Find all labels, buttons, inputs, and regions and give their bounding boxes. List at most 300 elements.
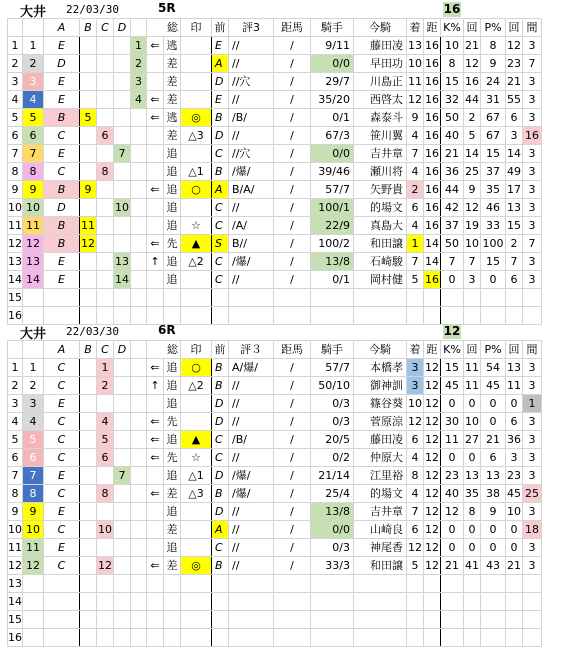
rank-a: E — [44, 37, 80, 55]
column-header: B — [80, 19, 97, 37]
rank-b — [80, 199, 97, 217]
rank-x — [131, 127, 147, 145]
dist-cell: 16 — [424, 73, 441, 91]
kyoba-cell: / — [274, 521, 311, 539]
ppct-cell: 24 — [481, 73, 506, 91]
rank-a: C — [44, 127, 80, 145]
rank-c — [97, 253, 114, 271]
mark-cell — [181, 539, 212, 557]
rank-a: B — [44, 235, 80, 253]
rank-d — [114, 377, 131, 395]
table-row[interactable] — [8, 575, 542, 593]
interval-cell: 7 — [523, 55, 542, 73]
arrow-icon — [147, 593, 164, 611]
table-row[interactable] — [8, 271, 542, 289]
gate-number: 4 — [8, 413, 23, 431]
rank-x — [131, 467, 147, 485]
horse-number: 7 — [23, 145, 44, 163]
hyo3-cell: // — [229, 199, 274, 217]
kishu-cell: 0/0 — [311, 55, 354, 73]
jockey-name: 神尾香 — [354, 539, 407, 557]
table-row[interactable] — [8, 145, 542, 163]
style-cell: 追 — [164, 503, 181, 521]
jockey-name: 和田譲 — [354, 235, 407, 253]
kpct-cell: 8 — [441, 55, 464, 73]
table-row[interactable] — [8, 521, 542, 539]
hyo3-cell: // — [229, 503, 274, 521]
ppct-cell: 54 — [481, 359, 506, 377]
rank-b — [80, 485, 97, 503]
arrow-icon — [147, 73, 164, 91]
arrow-icon — [147, 395, 164, 413]
mark-cell: △2 — [181, 377, 212, 395]
rank-x — [131, 289, 147, 307]
kpct-cell: 30 — [441, 413, 464, 431]
style-cell: 差 — [164, 521, 181, 539]
column-header: 間 — [523, 341, 542, 359]
style-cell: 追 — [164, 163, 181, 181]
hyo3-cell — [229, 593, 274, 611]
mae-cell: C — [212, 449, 229, 467]
mae-cell: C — [212, 253, 229, 271]
rank-a: C — [44, 359, 80, 377]
mark-cell — [181, 611, 212, 629]
table-row[interactable] — [8, 467, 542, 485]
ppct-cell — [481, 593, 506, 611]
hyo3-cell: // — [229, 521, 274, 539]
arrow-icon — [147, 127, 164, 145]
rank-x — [131, 235, 147, 253]
rank-d — [114, 127, 131, 145]
arrow-icon — [147, 503, 164, 521]
interval-cell: 3 — [523, 163, 542, 181]
table-row[interactable] — [8, 395, 542, 413]
kai1-cell: 10 — [464, 413, 481, 431]
kai2-cell: 0 — [506, 521, 523, 539]
kai2-cell — [506, 611, 523, 629]
rank-x — [131, 593, 147, 611]
venue-label: 大井 — [20, 5, 47, 20]
mae-cell — [212, 629, 229, 647]
column-header: 距 — [424, 19, 441, 37]
mae-cell: B — [212, 359, 229, 377]
rank-a: E — [44, 503, 80, 521]
rank-d — [114, 395, 131, 413]
kai2-cell — [506, 575, 523, 593]
kai1-cell: 9 — [464, 181, 481, 199]
rank-a: D — [44, 199, 80, 217]
interval-cell: 25 — [523, 485, 542, 503]
rank-x — [131, 629, 147, 647]
mae-cell — [212, 611, 229, 629]
horse-number: 8 — [23, 485, 44, 503]
hyo3-cell: B// — [229, 235, 274, 253]
table-row[interactable] — [8, 503, 542, 521]
kai1-cell: 7 — [464, 253, 481, 271]
mark-cell — [181, 199, 212, 217]
rank-c: 6 — [97, 449, 114, 467]
arrow-icon — [147, 289, 164, 307]
jockey-name: 菅原涼 — [354, 413, 407, 431]
mark-cell: ▲ — [181, 235, 212, 253]
kai1-cell: 27 — [464, 431, 481, 449]
chaku-cell: 4 — [407, 217, 424, 235]
arrow-icon: ⇐ — [147, 557, 164, 575]
hyo3-cell: // — [229, 449, 274, 467]
dist-cell: 16 — [424, 181, 441, 199]
rank-d — [114, 55, 131, 73]
style-cell: 差 — [164, 485, 181, 503]
race-table — [7, 18, 542, 325]
rank-b — [80, 163, 97, 181]
header-row — [8, 19, 542, 37]
kishu-cell: 20/5 — [311, 431, 354, 449]
mark-cell — [181, 55, 212, 73]
horse-number: 5 — [23, 431, 44, 449]
table-row[interactable] — [8, 181, 542, 199]
rank-b — [80, 289, 97, 307]
rank-x: 4 — [131, 91, 147, 109]
rank-a: B — [44, 181, 80, 199]
hyo3-cell: // — [229, 127, 274, 145]
kyoba-cell — [274, 289, 311, 307]
jockey-name: 吉井章 — [354, 503, 407, 521]
kai1-cell: 8 — [464, 503, 481, 521]
jockey-name: 早田功 — [354, 55, 407, 73]
gate-number: 14 — [8, 593, 23, 611]
table-row[interactable] — [8, 611, 542, 629]
kai1-cell: 0 — [464, 521, 481, 539]
rank-a — [44, 593, 80, 611]
jockey-name: 篠谷葵 — [354, 395, 407, 413]
arrow-icon — [147, 521, 164, 539]
interval-cell — [523, 611, 542, 629]
table-row[interactable] — [8, 413, 542, 431]
table-row[interactable] — [8, 163, 542, 181]
kai1-cell: 14 — [464, 145, 481, 163]
interval-cell: 18 — [523, 521, 542, 539]
interval-cell: 1 — [523, 395, 542, 413]
kai2-cell: 14 — [506, 145, 523, 163]
rank-a: E — [44, 253, 80, 271]
table-row[interactable] — [8, 485, 542, 503]
kai1-cell — [464, 575, 481, 593]
ppct-cell: 46 — [481, 199, 506, 217]
kai1-cell: 44 — [464, 91, 481, 109]
rank-c — [97, 575, 114, 593]
interval-cell: 3 — [523, 377, 542, 395]
rank-b — [80, 611, 97, 629]
kishu-cell: 25/4 — [311, 485, 354, 503]
jockey-name: 笹川翼 — [354, 127, 407, 145]
kishu-cell: 0/3 — [311, 413, 354, 431]
column-header: 騎手 — [311, 19, 354, 37]
mae-cell: D — [212, 73, 229, 91]
rank-b — [80, 271, 97, 289]
kai2-cell: 3 — [506, 127, 523, 145]
mark-cell — [181, 629, 212, 647]
table-row[interactable] — [8, 449, 542, 467]
kpct-cell: 37 — [441, 217, 464, 235]
hyo3-cell: // — [229, 271, 274, 289]
jockey-name: 藤田凌 — [354, 37, 407, 55]
table-row[interactable] — [8, 37, 542, 55]
hyo3-cell — [229, 289, 274, 307]
kai1-cell: 0 — [464, 539, 481, 557]
gate-number: 6 — [8, 449, 23, 467]
jockey-name: 本橋孝 — [354, 359, 407, 377]
interval-cell: 3 — [523, 91, 542, 109]
style-cell: 逃 — [164, 37, 181, 55]
dist-cell: 16 — [424, 199, 441, 217]
kishu-cell: 39/46 — [311, 163, 354, 181]
mark-cell — [181, 271, 212, 289]
kpct-cell — [441, 629, 464, 647]
style-cell — [164, 611, 181, 629]
kyoba-cell: / — [274, 431, 311, 449]
table-row[interactable] — [8, 109, 542, 127]
gate-number: 2 — [8, 55, 23, 73]
style-cell: 差 — [164, 55, 181, 73]
arrow-icon — [147, 199, 164, 217]
rank-x — [131, 413, 147, 431]
horse-number: 14 — [23, 271, 44, 289]
gate-number: 16 — [8, 629, 23, 647]
rank-d — [114, 521, 131, 539]
rank-a: C — [44, 431, 80, 449]
dist-cell — [424, 593, 441, 611]
kyoba-cell: / — [274, 73, 311, 91]
style-cell: 先 — [164, 413, 181, 431]
column-header — [8, 19, 23, 37]
arrow-icon — [147, 575, 164, 593]
mark-cell — [181, 521, 212, 539]
chaku-cell: 9 — [407, 109, 424, 127]
column-header: 騎手 — [311, 341, 354, 359]
table-row[interactable] — [8, 55, 542, 73]
kyoba-cell: / — [274, 557, 311, 575]
hyo3-cell — [229, 575, 274, 593]
style-cell: 追 — [164, 199, 181, 217]
horse-number: 12 — [23, 235, 44, 253]
table-row[interactable] — [8, 217, 542, 235]
kai2-cell: 0 — [506, 395, 523, 413]
rank-c — [97, 91, 114, 109]
kai1-cell: 11 — [464, 377, 481, 395]
hyo3-cell: // — [229, 557, 274, 575]
arrow-icon: ⇐ — [147, 359, 164, 377]
arrow-icon — [147, 145, 164, 163]
chaku-cell: 4 — [407, 163, 424, 181]
rank-c: 1 — [97, 359, 114, 377]
kai2-cell: 7 — [506, 253, 523, 271]
rank-d — [114, 109, 131, 127]
kishu-cell: 0/1 — [311, 271, 354, 289]
rank-d — [114, 359, 131, 377]
gate-number: 1 — [8, 37, 23, 55]
rank-c — [97, 37, 114, 55]
rank-a: C — [44, 377, 80, 395]
style-cell: 追 — [164, 431, 181, 449]
column-header: 着 — [407, 19, 424, 37]
mark-cell — [181, 593, 212, 611]
dist-cell: 12 — [424, 395, 441, 413]
table-row[interactable] — [8, 359, 542, 377]
kai1-cell — [464, 593, 481, 611]
table-row[interactable] — [8, 91, 542, 109]
dist-cell: 16 — [424, 109, 441, 127]
rank-d — [114, 611, 131, 629]
kpct-cell: 12 — [441, 503, 464, 521]
rank-c — [97, 467, 114, 485]
table-row[interactable] — [8, 253, 542, 271]
chaku-cell: 3 — [407, 377, 424, 395]
rank-x — [131, 253, 147, 271]
rank-c — [97, 235, 114, 253]
ppct-cell: 6 — [481, 449, 506, 467]
kpct-cell: 0 — [441, 449, 464, 467]
kishu-cell: 13/8 — [311, 253, 354, 271]
style-cell — [164, 593, 181, 611]
jockey-name: 石崎駿 — [354, 253, 407, 271]
table-row[interactable] — [8, 557, 542, 575]
mark-cell: △2 — [181, 253, 212, 271]
dist-cell: 12 — [424, 431, 441, 449]
kpct-cell: 50 — [441, 235, 464, 253]
arrow-icon — [147, 611, 164, 629]
ppct-cell: 67 — [481, 127, 506, 145]
kai2-cell: 2 — [506, 235, 523, 253]
jockey-name: 矢野貴 — [354, 181, 407, 199]
kyoba-cell: / — [274, 163, 311, 181]
mae-cell: D — [212, 467, 229, 485]
kishu-cell: 100/1 — [311, 199, 354, 217]
rank-b — [80, 557, 97, 575]
rank-d — [114, 485, 131, 503]
kai2-cell: 12 — [506, 37, 523, 55]
kishu-cell: 100/2 — [311, 235, 354, 253]
kyoba-cell: / — [274, 127, 311, 145]
column-header: 今騎 — [354, 19, 407, 37]
ppct-cell: 33 — [481, 217, 506, 235]
kyoba-cell: / — [274, 145, 311, 163]
kai2-cell: 0 — [506, 539, 523, 557]
kpct-cell: 0 — [441, 539, 464, 557]
chaku-cell — [407, 629, 424, 647]
rank-a — [44, 575, 80, 593]
kai1-cell: 21 — [464, 37, 481, 55]
venue-label: 大井 — [20, 327, 47, 342]
column-header — [8, 341, 23, 359]
rank-b — [80, 127, 97, 145]
kai2-cell: 11 — [506, 377, 523, 395]
dist-cell: 12 — [424, 449, 441, 467]
hyo3-cell: // — [229, 37, 274, 55]
mark-cell: ◎ — [181, 557, 212, 575]
mae-cell: B — [212, 109, 229, 127]
kishu-cell: 21/14 — [311, 467, 354, 485]
table-row[interactable] — [8, 377, 542, 395]
jockey-name — [354, 575, 407, 593]
gate-number: 11 — [8, 539, 23, 557]
table-row[interactable] — [8, 539, 542, 557]
jockey-name: 的場文 — [354, 485, 407, 503]
interval-cell: 3 — [523, 217, 542, 235]
kpct-cell: 50 — [441, 109, 464, 127]
rank-c — [97, 55, 114, 73]
mae-cell: S — [212, 235, 229, 253]
kai1-cell: 10 — [464, 235, 481, 253]
jockey-name: 西啓太 — [354, 91, 407, 109]
column-header: 前 — [212, 19, 229, 37]
mae-cell: D — [212, 413, 229, 431]
dist-cell: 12 — [424, 521, 441, 539]
kai1-cell: 35 — [464, 485, 481, 503]
rank-c — [97, 199, 114, 217]
table-row[interactable] — [8, 629, 542, 647]
jockey-name: 山崎良 — [354, 521, 407, 539]
arrow-icon — [147, 467, 164, 485]
kai1-cell: 12 — [464, 55, 481, 73]
ppct-cell: 31 — [481, 91, 506, 109]
horse-number: 10 — [23, 199, 44, 217]
rank-x: 3 — [131, 73, 147, 91]
rank-a: B — [44, 217, 80, 235]
jockey-name: 真島大 — [354, 217, 407, 235]
table-row[interactable] — [8, 593, 542, 611]
column-header: 印 — [181, 19, 212, 37]
style-cell: 差 — [164, 557, 181, 575]
table-row[interactable] — [8, 289, 542, 307]
mae-cell: C — [212, 539, 229, 557]
chaku-cell: 10 — [407, 395, 424, 413]
chaku-cell: 4 — [407, 127, 424, 145]
column-header: A — [44, 19, 80, 37]
gate-number: 15 — [8, 289, 23, 307]
table-row[interactable] — [8, 199, 542, 217]
kpct-cell — [441, 289, 464, 307]
column-header: 回 — [464, 19, 481, 37]
kishu-cell: 22/9 — [311, 217, 354, 235]
mae-cell: C — [212, 271, 229, 289]
chaku-cell: 4 — [407, 485, 424, 503]
dist-cell — [424, 575, 441, 593]
race-number: 5R — [158, 1, 176, 15]
kpct-cell: 23 — [441, 467, 464, 485]
table-row[interactable] — [8, 235, 542, 253]
rank-b — [80, 593, 97, 611]
rank-b — [80, 521, 97, 539]
table-row[interactable] — [8, 431, 542, 449]
kishu-cell: 29/7 — [311, 73, 354, 91]
kishu-cell — [311, 611, 354, 629]
table-row[interactable] — [8, 73, 542, 91]
arrow-icon: ⇐ — [147, 413, 164, 431]
race-number: 6R — [158, 323, 176, 337]
column-header: 評3 — [229, 19, 274, 37]
jockey-name: 的場文 — [354, 199, 407, 217]
rank-b: 5 — [80, 109, 97, 127]
rank-x — [131, 145, 147, 163]
rank-d — [114, 503, 131, 521]
runner-count: 16 — [443, 2, 461, 16]
table-row[interactable] — [8, 127, 542, 145]
rank-x — [131, 503, 147, 521]
rank-c: 10 — [97, 521, 114, 539]
horse-number: 9 — [23, 503, 44, 521]
gate-number: 13 — [8, 575, 23, 593]
ppct-cell: 0 — [481, 539, 506, 557]
